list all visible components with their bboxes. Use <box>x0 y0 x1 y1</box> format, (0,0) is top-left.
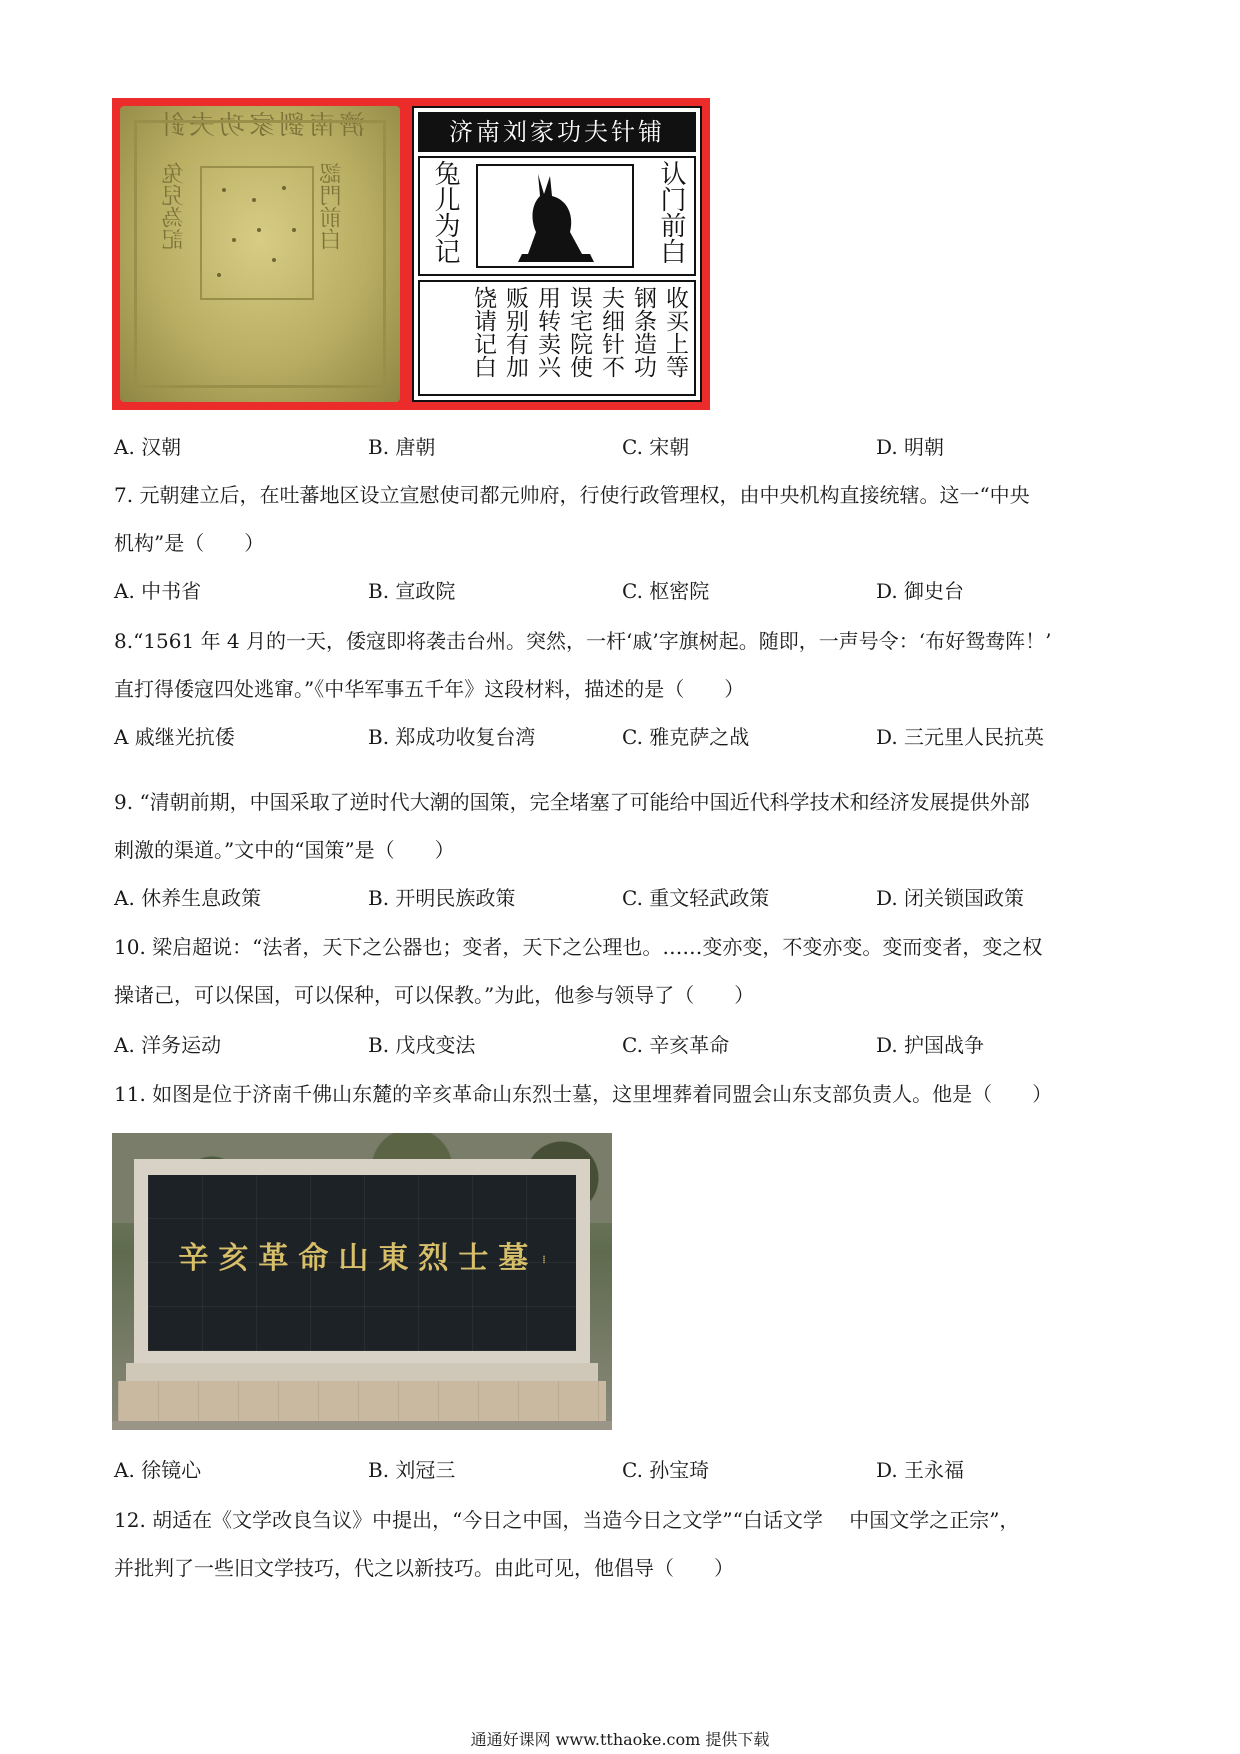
q8-stem-line1: 8.“1561 年 4 月的一天，倭寇即将袭击台州。突然，一杆‘戚’字旗树起。随即，一声号令：‘布好鸳鸯阵！’ <box>114 629 1052 653</box>
q6-option-b: B. 唐朝 <box>368 435 436 459</box>
print-text-column: 收买上等 <box>662 286 688 378</box>
q8-stem-line2: 直打得倭寇四处逃窜。”《中华军事五千年》这段材料，描述的是（ ） <box>114 677 745 701</box>
print-bottom-text <box>418 280 696 396</box>
q10-option-b: B. 戊戌变法 <box>368 1033 476 1057</box>
q11-stem-line1: 11. 如图是位于济南千佛山东麓的辛亥革命山东烈士墓，这里埋葬着同盟会山东支部负责人。他是（ ） <box>114 1082 1053 1106</box>
q9-option-b: B. 开明民族政策 <box>368 886 516 910</box>
q9-stem-line2: 刺激的渠道。”文中的“国策”是（ ） <box>114 838 455 862</box>
q10-option-d: D. 护国战争 <box>876 1033 985 1057</box>
q12-stem-line2: 并批判了一些旧文学技巧，代之以新技巧。由此可见，他倡导（ ） <box>114 1556 734 1580</box>
printed-advertisement <box>412 106 702 402</box>
q8-option-a: A 戚继光抗倭 <box>114 725 235 749</box>
print-text-column: 钢条造功 <box>630 286 656 378</box>
q6-option-c: C. 宋朝 <box>622 435 690 459</box>
rabbit-emblem-icon <box>476 164 634 268</box>
plate-rabbit-emblem <box>200 166 314 300</box>
q10-option-a: A. 洋务运动 <box>114 1033 222 1057</box>
print-text-column: 饶请记白 <box>470 286 496 378</box>
q10-option-c: C. 辛亥革命 <box>622 1033 730 1057</box>
q11-option-b: B. 刘冠三 <box>368 1458 456 1482</box>
q7-option-c: C. 枢密院 <box>622 579 710 603</box>
plate-title: 濟南劉家功夫針 <box>155 111 366 141</box>
print-text-column: 误宅院使 <box>566 286 592 378</box>
figure-needle-shop-plates <box>112 98 710 410</box>
q8-option-d: D. 三元里人民抗英 <box>876 725 1045 749</box>
q7-stem-line1: 7. 元朝建立后，在吐蕃地区设立宣慰使司都元帅府，行使行政管理权，由中央机构直接统辖。这一“中央 <box>114 483 1030 507</box>
q11-option-d: D. 王永福 <box>876 1458 965 1482</box>
q6-option-a: A. 汉朝 <box>114 435 182 459</box>
page-footer: 通通好课网 www.tthaoke.com 提供下载 <box>470 1730 770 1749</box>
q6-option-d: D. 明朝 <box>876 435 945 459</box>
monument-base <box>118 1381 606 1421</box>
figure-martyrs-tomb-photo <box>112 1133 612 1430</box>
q8-option-c: C. 雅克萨之战 <box>622 725 750 749</box>
monument-base-top <box>126 1363 598 1381</box>
print-header: 济南刘家功夫针铺 <box>418 112 696 152</box>
q7-stem-line2: 机构”是（ ） <box>114 531 265 555</box>
q7-option-b: B. 宣政院 <box>368 579 456 603</box>
q9-option-c: C. 重文轻武政策 <box>622 886 770 910</box>
q10-stem-line2: 操诸己，可以保国，可以保种，可以保教。”为此，他参与领导了（ ） <box>114 983 755 1007</box>
plate-left-column: 認門前白 <box>320 162 345 250</box>
inscription-small-mark: ⁞ <box>542 1254 546 1266</box>
q10-stem-line1: 10. 梁启超说：“法者，天下之公器也；变者，天下之公理也。……变亦变，不变亦变。变而变者，变之权 <box>114 935 1043 959</box>
q8-option-b: B. 郑成功收复台湾 <box>368 725 536 749</box>
q9-option-d: D. 闭关锁国政策 <box>876 886 1025 910</box>
q11-option-a: A. 徐镜心 <box>114 1458 202 1482</box>
bronze-printing-plate <box>120 106 400 402</box>
q11-option-c: C. 孙宝琦 <box>622 1458 710 1482</box>
plate-right-column: 兔兒為記 <box>162 162 187 250</box>
q7-option-a: A. 中书省 <box>114 579 202 603</box>
print-text-column: 用转卖兴 <box>534 286 560 378</box>
print-text-column: 贩别有加 <box>502 286 528 378</box>
q12-stem-line1: 12. 胡适在《文学改良刍议》中提出，“今日之中国，当造今日之文学”“白话文学 中国文学之正宗”， <box>114 1508 1020 1532</box>
q9-stem-line1: 9. “清朝前期，中国采取了逆时代大潮的国策，完全堵塞了可能给中国近代科学技术和经济发展提供外部 <box>114 790 1030 814</box>
print-text-column: 夫细针不 <box>598 286 624 378</box>
print-right-column: 认门前白 <box>656 160 686 264</box>
print-middle-section <box>418 156 696 276</box>
print-left-column: 兔儿为记 <box>430 160 460 264</box>
q7-option-d: D. 御史台 <box>876 579 965 603</box>
ground <box>112 1421 612 1430</box>
monument-stone <box>148 1175 576 1351</box>
q9-option-a: A. 休养生息政策 <box>114 886 262 910</box>
monument-inscription: 辛亥革命山東烈士墓 ⁞ <box>178 1241 546 1276</box>
